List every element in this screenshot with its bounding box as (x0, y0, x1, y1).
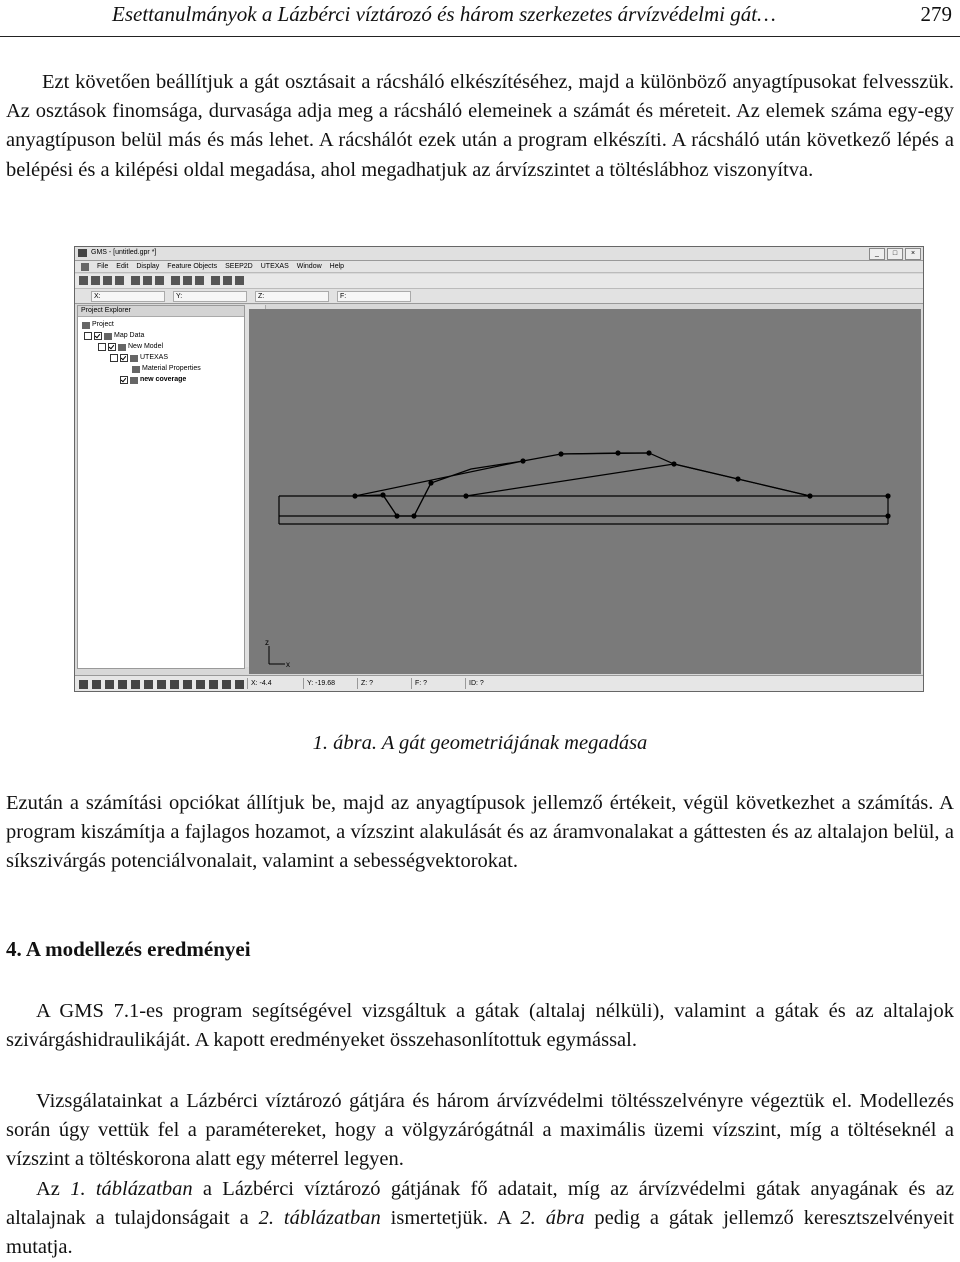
status-f: F: ? (411, 678, 465, 689)
vertex-point (885, 513, 890, 518)
vertex-point (411, 513, 416, 518)
menu-display[interactable]: Display (136, 263, 160, 270)
vertex-point (615, 450, 620, 455)
dam-core-line (466, 464, 674, 496)
coord-f-field[interactable]: F: (337, 291, 411, 302)
window-controls (869, 248, 921, 260)
tree-item-map-data[interactable]: Map Data (84, 331, 144, 341)
project-explorer-title: Project Explorer (78, 306, 244, 317)
menu-window[interactable]: Window (296, 263, 322, 270)
main-toolbar (75, 274, 923, 289)
vertex-point (520, 458, 525, 463)
vertex-point (463, 493, 468, 498)
menu-utexas[interactable]: UTEXAS (260, 263, 289, 270)
vertex-point (646, 450, 651, 455)
dam-core-line (674, 464, 810, 496)
vertex-point (735, 476, 740, 481)
maximize-button[interactable]: □ (887, 248, 903, 260)
refresh-icon[interactable] (155, 276, 164, 285)
vertex-point (558, 451, 563, 456)
vertex-point (807, 493, 812, 498)
coverage-icon (130, 377, 138, 384)
dam-inner-line (414, 483, 431, 516)
help-icon[interactable] (235, 276, 244, 285)
grid2d-module-icon[interactable] (157, 680, 166, 689)
dam-inner-line (383, 495, 397, 516)
coord-z-field[interactable]: Z: (255, 291, 329, 302)
print-icon[interactable] (115, 276, 124, 285)
table-ref-2: 2. táblázatban (258, 1206, 381, 1229)
status-z: Z: ? (357, 678, 411, 689)
vertex-point (352, 493, 357, 498)
open-file-icon[interactable] (91, 276, 100, 285)
paragraph-3: A GMS 7.1-es program segítségével vizsgáltuk a gátak (altalaj nélküli), valamint a gátak és az altalajok szivárgáshidraulikáját. A kapott eredményeket összehasonlítottuk egymással. (6, 1000, 954, 1052)
paragraph-1: Ezt követően beállítjuk a gát osztásait a rácsháló elkészítéséhez, majd a különböző anyagtípusokat felvesszük. Az osztások finomsága, durvasága adja meg a rácsháló elemeinek a számát és méreteit. Az elemek száma egy-egy anyagtípuson belül más és más lehet. A rácshálót ezek után a program elkészíti. A rácsháló után következő lépés a belépési és a kilépési oldal megadása, ahol megadhatjuk az árvízszintet a töltéslábhoz viszonyítva. (6, 71, 954, 181)
tree-item-new-model[interactable]: New Model (98, 342, 163, 352)
coord-y-field[interactable]: Y: (173, 291, 247, 302)
properties-icon (132, 366, 140, 373)
menu-help[interactable]: Help (329, 263, 345, 270)
coverage-icon (130, 355, 138, 362)
minimize-button[interactable]: _ (869, 248, 885, 260)
section-heading: 4. A modellezés eredményei (6, 937, 251, 961)
menu-bar (75, 261, 923, 273)
axis-triad (269, 646, 285, 664)
status-id: ID: ? (465, 678, 529, 689)
checkbox-icon[interactable] (120, 376, 128, 384)
menu-file[interactable]: File (97, 263, 109, 270)
vertex-point (428, 480, 433, 485)
vertex-point (671, 461, 676, 466)
window-title: GMS - [untitled.gpr *] (91, 249, 157, 256)
scatter2d-module-icon[interactable] (170, 680, 179, 689)
checkbox-icon[interactable] (120, 354, 128, 362)
checkbox-icon[interactable] (94, 332, 102, 340)
mesh-module-icon[interactable] (79, 680, 88, 689)
tree-item-new-coverage[interactable]: new coverage (120, 375, 186, 385)
collapse-icon[interactable] (98, 343, 106, 351)
running-header (0, 0, 960, 37)
paragraph-4: Vizsgálatainkat a Lázbérci víztározó gátjára és három árvízvédelmi töltésszelvényre végeztük el. Modellezés során úgy vettük fel a paramétereket, hogy a völgyzárógátnál a maximális üzemi vízszint, míg a töltéseknél a vízszint a töltéskorona alatt egy méterrel legyen. Az 1. táblázatban a Lázbérci víztározó gátjának fő adatait, míg az árvízvédelmi gátak anyagának és az altalajnak a tulajdonságait a 2. táblázatban ismertetjük. A 2. ábra pedig a gátak jellemző keresztszelvényeit mutatja. (6, 1090, 954, 1259)
table-ref-1: 1. táblázatban (70, 1177, 193, 1200)
gis-module-icon[interactable] (196, 680, 205, 689)
tin-module-icon[interactable] (118, 680, 127, 689)
scatter-module-icon[interactable] (105, 680, 114, 689)
map-data-icon (104, 333, 112, 340)
document-icon (81, 263, 89, 271)
map-module-icon[interactable] (183, 680, 192, 689)
tree-item-project[interactable]: Project (82, 320, 114, 330)
running-title: Esettanulmányok a Lázbérci víztározó és három szerkezetes árvízvédelmi gát… (112, 2, 776, 26)
model-icon (118, 344, 126, 351)
read-solution-icon[interactable] (223, 276, 232, 285)
figure-ref-2: 2. ábra (520, 1206, 585, 1229)
paragraph-4-sentence-1: Vizsgálatainkat a Lázbérci víztározó gátjára és három árvízvédelmi töltésszelvényre végeztük el. Modellezés során úgy vettük fel a paramétereket, hogy a völgyzárógátnál a maximális üzemi vízszint, míg a töltéseknél a vízszint a töltéskorona alatt egy méterrel legyen. (6, 1090, 954, 1171)
menu-seep2d[interactable]: SEEP2D (225, 263, 253, 270)
contour-icon[interactable] (183, 276, 192, 285)
vertex-point (885, 493, 890, 498)
page-number: 279 (920, 2, 952, 26)
uzf-module-icon[interactable] (235, 680, 244, 689)
x-axis-label: x (286, 660, 290, 669)
grid-module-icon[interactable] (92, 680, 101, 689)
figure-caption: 1. ábra. A gát geometriájának megadása (312, 732, 648, 754)
app-icon (78, 249, 87, 257)
gms-screenshot-figure (74, 246, 924, 692)
vertex-point (380, 492, 385, 497)
coord-x-field[interactable]: X: (91, 291, 165, 302)
graphics-window[interactable] (249, 309, 921, 674)
paragraph-2: Ezután a számítási opciókat állítjuk be, majd az anyagtípusok jellemző értékeit, végül következhet a számítás. A program kiszámítja a fajlagos hozamot, a vízszint alakulását és az áramvonalakat a gáttesten és az altalajon belül, a síkszivárgás potenciálvonalait, valamint a sebességvektorokat. (6, 792, 954, 873)
model-check-icon[interactable] (195, 276, 204, 285)
new-file-icon[interactable] (79, 276, 88, 285)
window-titlebar (75, 247, 923, 261)
coordinate-toolbar (75, 289, 923, 304)
close-button[interactable]: × (905, 248, 921, 260)
collapse-icon[interactable] (110, 354, 118, 362)
dam-geometry-drawing (249, 309, 921, 674)
collapse-icon[interactable] (84, 332, 92, 340)
solid-module-icon[interactable] (144, 680, 153, 689)
dam-crest (561, 453, 649, 454)
display-options-icon[interactable] (171, 276, 180, 285)
tree-item-material-properties[interactable]: Material Properties (132, 364, 201, 374)
status-bar (75, 675, 923, 692)
checkbox-icon[interactable] (108, 343, 116, 351)
save-file-icon[interactable] (103, 276, 112, 285)
z-axis-label: z (265, 638, 269, 647)
annotation-module-icon[interactable] (209, 680, 218, 689)
rotate-icon[interactable] (143, 276, 152, 285)
folder-icon (82, 322, 90, 329)
status-y: Y: -19.68 (303, 678, 357, 689)
run-model-icon[interactable] (211, 276, 220, 285)
tree-item-utexas[interactable]: UTEXAS (110, 353, 168, 363)
status-x: X: -4.4 (247, 678, 301, 689)
menu-feature-objects[interactable]: Feature Objects (167, 263, 218, 270)
project-explorer (77, 305, 245, 669)
borehole-module-icon[interactable] (131, 680, 140, 689)
mesh2d-module-icon[interactable] (222, 680, 231, 689)
frame-icon[interactable] (131, 276, 140, 285)
vertex-point (394, 513, 399, 518)
dam-outer-profile (355, 453, 810, 516)
menu-edit[interactable]: Edit (116, 263, 129, 270)
